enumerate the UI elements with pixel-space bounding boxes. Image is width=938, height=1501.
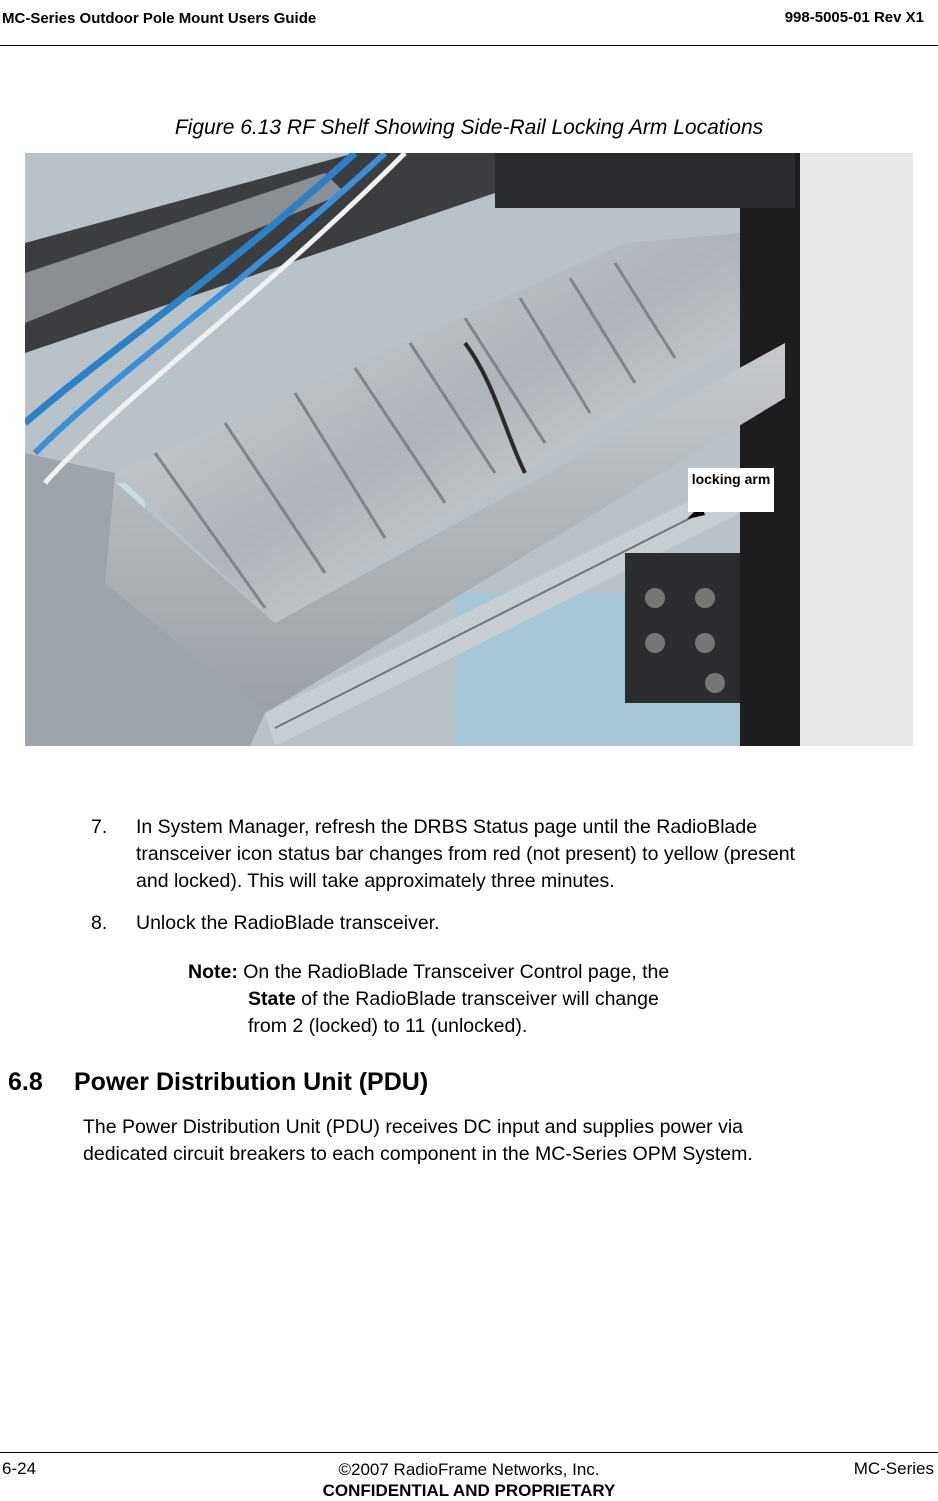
state-term: State xyxy=(248,988,296,1010)
paragraph-line: The Power Distribution Unit (PDU) receives DC input and supplies power via xyxy=(83,1116,744,1138)
step-text xyxy=(136,910,440,937)
section-title: Power Distribution Unit (PDU) xyxy=(74,1068,429,1096)
note-label: Note: xyxy=(188,961,238,983)
document-number: 998-5005-01 Rev X1 xyxy=(784,9,924,26)
running-header-title: MC-Series Outdoor Pole Mount Users Guide xyxy=(2,10,317,27)
section-heading xyxy=(8,1068,428,1097)
footer-rule xyxy=(0,1452,938,1453)
step-line: transceiver icon status bar changes from red (not present) to yellow (present xyxy=(136,843,795,865)
note-line-1: On the RadioBlade Transceiver Control page, the xyxy=(243,961,670,983)
header-rule xyxy=(0,45,938,46)
step-number: 7. xyxy=(91,816,108,838)
section-number: 6.8 xyxy=(8,1068,43,1096)
step-line: and locked). This will take approximately three minutes. xyxy=(136,870,615,892)
copyright: ©2007 RadioFrame Networks, Inc. xyxy=(338,1460,600,1479)
step-text xyxy=(136,814,795,895)
rf-shelf-photo xyxy=(25,153,913,746)
paragraph-line: dedicated circuit breakers to each component in the MC-Series OPM System. xyxy=(83,1143,753,1165)
figure-caption: Figure 6.13 RF Shelf Showing Side-Rail Locking Arm Locations xyxy=(174,116,764,139)
note-line-3: from 2 (locked) to 11 (unlocked). xyxy=(248,1015,528,1037)
confidential-notice: CONFIDENTIAL AND PROPRIETARY xyxy=(322,1481,616,1500)
section-paragraph xyxy=(83,1114,913,1168)
step-line: Unlock the RadioBlade transceiver. xyxy=(136,912,440,934)
locking-arm-callout: locking arm xyxy=(688,468,774,512)
note-block xyxy=(188,959,768,1040)
note-line-2-text: of the RadioBlade transceiver will change xyxy=(295,988,659,1010)
note-line-2 xyxy=(188,986,768,1013)
rf-shelf-illustration xyxy=(25,153,913,746)
footer-center xyxy=(0,1459,938,1501)
step-line: In System Manager, refresh the DRBS Status page until the RadioBlade xyxy=(136,816,758,838)
footer-product: MC-Series xyxy=(853,1459,934,1478)
step-number: 8. xyxy=(91,912,108,934)
page-number: 6-24 xyxy=(2,1459,37,1478)
